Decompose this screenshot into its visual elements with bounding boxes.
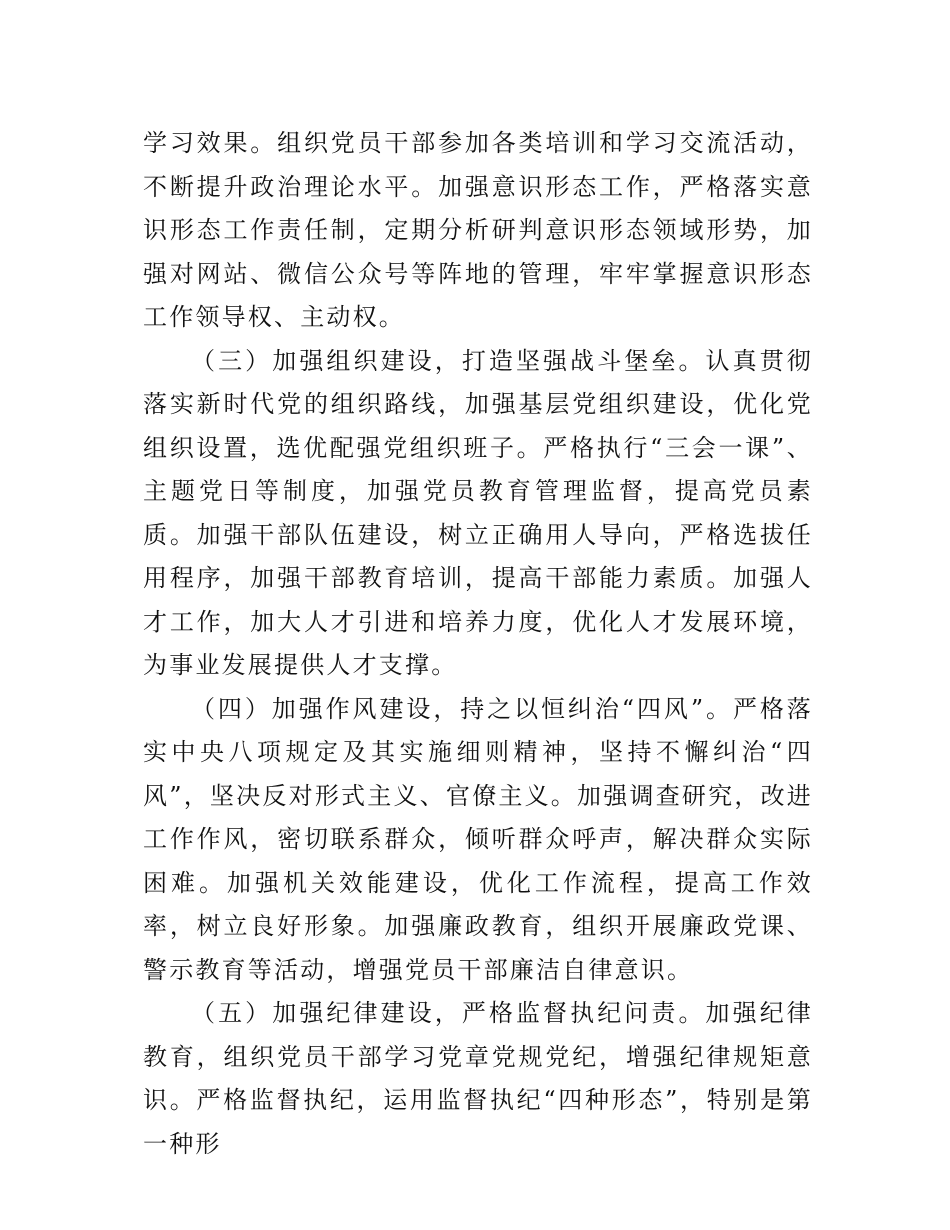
- paragraph-section-5: （五）加强纪律建设，严格监督执纪问责。加强纪律教育，组织党员干部学习党章党规党纪，增强纪律规矩意识。严格监督执纪，运用监督执纪“四种形态”，特别是第一种形: [143, 999, 813, 1158]
- paragraph-section-3: （三）加强组织建设，打造坚强战斗堡垒。认真贯彻落实新时代党的组织路线，加强基层党组织建设，优化党组织设置，选优配强党组织班子。严格执行“三会一课”、主题党日等制度，加强党员教育管理监督，提高党员素质。加强干部队伍建设，树立正确用人导向，严格选拔任用程序，加强干部教育培训，提高干部能力素质。加强人才工作，加大人才引进和培养力度，优化人才发展环境，为事业发展提供人才支撑。: [143, 346, 813, 679]
- document-body: [143, 122, 813, 1166]
- paragraph-continuation: 学习效果。组织党员干部参加各类培训和学习交流活动，不断提升政治理论水平。加强意识形态工作，严格落实意识形态工作责任制，定期分析研判意识形态领域形势，加强对网站、微信公众号等阵地的管理，牢牢掌握意识形态工作领导权、主动权。: [143, 129, 813, 331]
- paragraph-section-4: （四）加强作风建设，持之以恒纠治“四风”。严格落实中央八项规定及其实施细则精神，坚持不懈纠治“四风”，坚决反对形式主义、官僚主义。加强调查研究，改进工作作风，密切联系群众，倾听群众呼声，解决群众实际困难。加强机关效能建设，优化工作流程，提高工作效率，树立良好形象。加强廉政教育，组织开展廉政党课、警示教育等活动，增强党员干部廉洁自律意识。: [143, 694, 813, 984]
